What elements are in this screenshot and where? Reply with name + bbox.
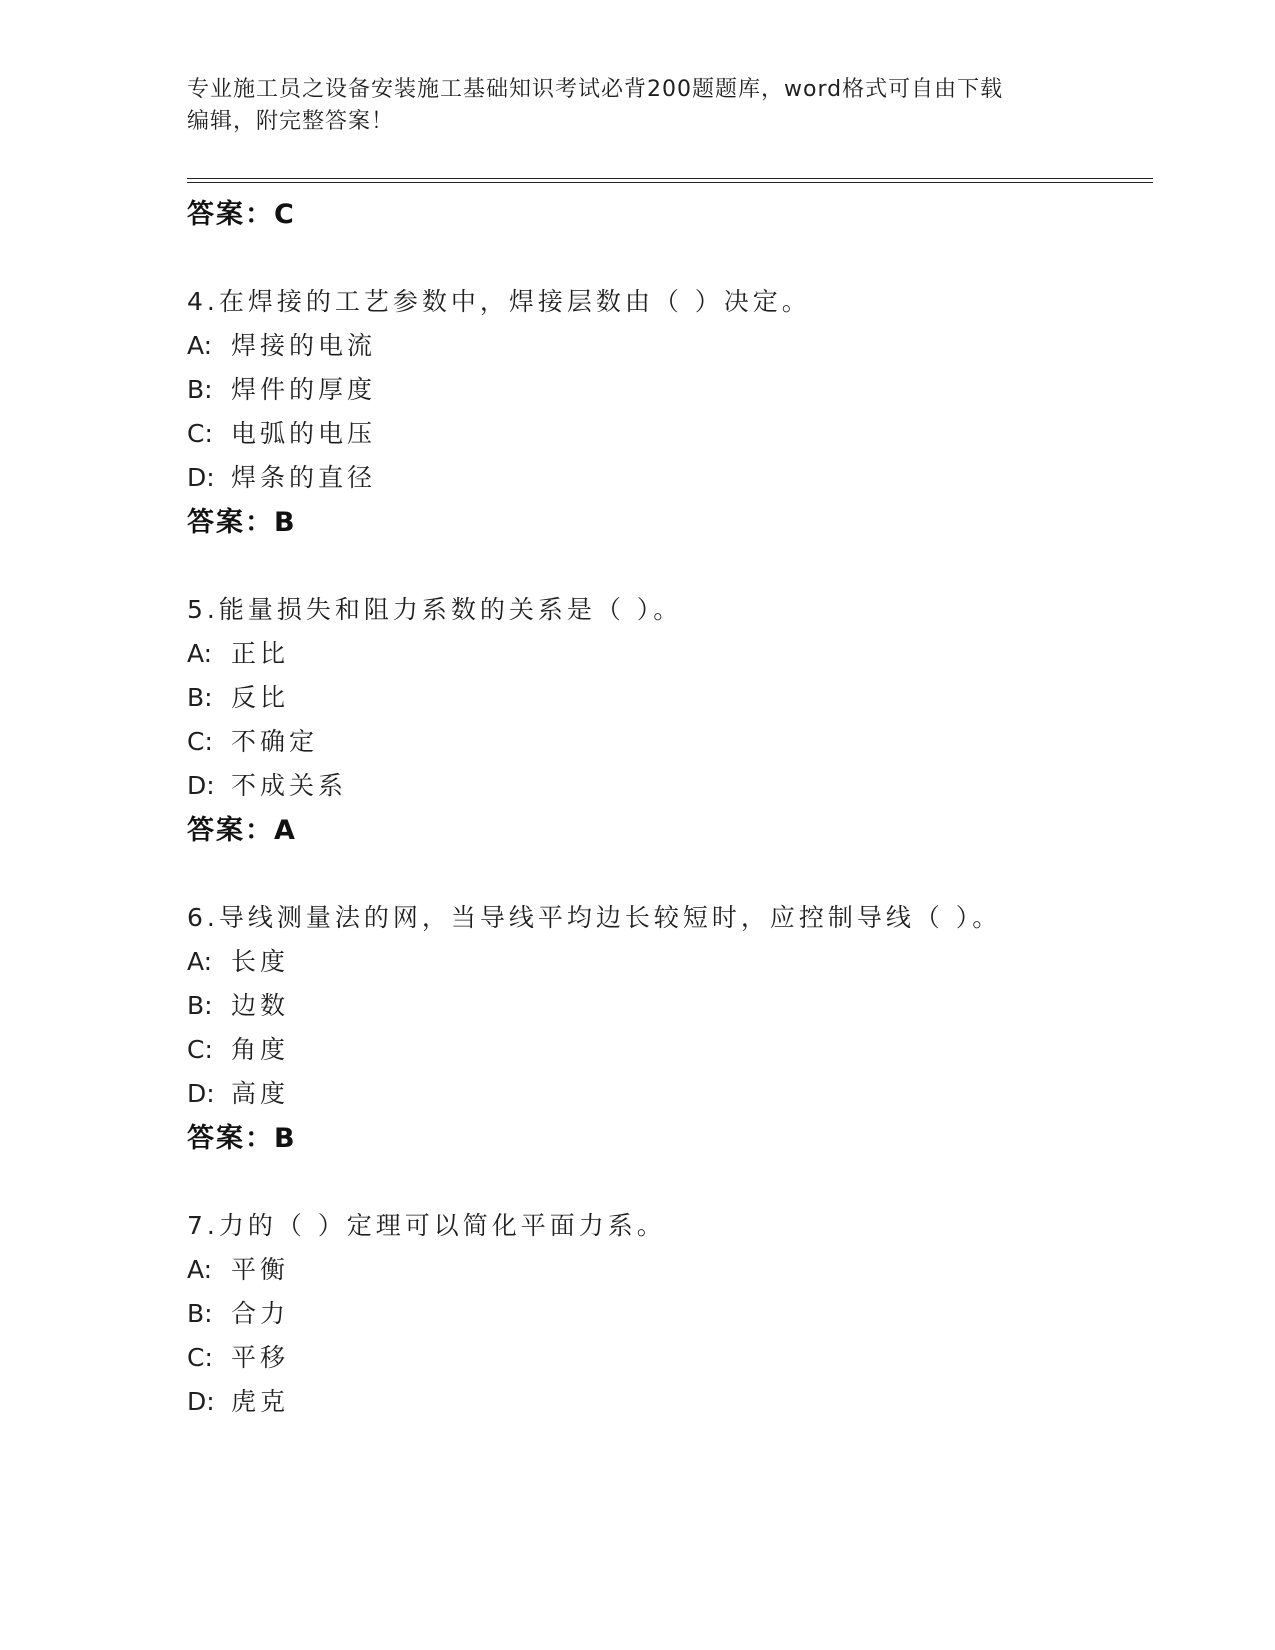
answer-label: 答案：B xyxy=(187,1123,297,1154)
option-c xyxy=(187,1338,289,1374)
option-letter: C: xyxy=(187,419,213,448)
option-letter: A: xyxy=(187,1255,213,1284)
option-d xyxy=(187,766,347,802)
option-b xyxy=(187,678,289,714)
option-d xyxy=(187,1382,289,1418)
option-letter: C: xyxy=(187,1035,213,1064)
option-b xyxy=(187,1294,289,1330)
option-letter: A: xyxy=(187,947,213,976)
option-text: 合力 xyxy=(231,1299,290,1328)
option-a xyxy=(187,634,289,670)
option-letter: B: xyxy=(187,1299,213,1328)
option-text: 平衡 xyxy=(231,1255,290,1284)
option-text: 高度 xyxy=(231,1079,290,1108)
option-text: 焊接的电流 xyxy=(231,331,377,360)
option-text: 正比 xyxy=(231,639,290,668)
option-c xyxy=(187,414,376,450)
header-line-2: 编辑，附完整答案！ xyxy=(187,109,395,134)
header-divider xyxy=(187,178,1153,183)
option-letter: B: xyxy=(187,375,213,404)
option-text: 虎克 xyxy=(231,1387,290,1416)
option-text: 平移 xyxy=(231,1343,290,1372)
question-stem: 7.力的（ ）定理可以简化平面力系。 xyxy=(187,1211,666,1240)
option-a xyxy=(187,942,289,978)
document-header xyxy=(187,74,1067,138)
option-text: 反比 xyxy=(231,683,290,712)
option-text: 长度 xyxy=(231,947,290,976)
option-c xyxy=(187,722,318,758)
option-text: 不成关系 xyxy=(231,771,348,800)
option-text: 边数 xyxy=(231,991,290,1020)
question-stem: 4.在焊接的工艺参数中，焊接层数由（ ）决定。 xyxy=(187,287,811,316)
option-b xyxy=(187,986,289,1022)
option-text: 焊件的厚度 xyxy=(231,375,377,404)
option-letter: D: xyxy=(187,463,215,492)
option-letter: B: xyxy=(187,683,213,712)
option-letter: D: xyxy=(187,771,215,800)
option-letter: C: xyxy=(187,727,213,756)
answer-label: 答案：C xyxy=(187,199,296,230)
answer-label: 答案：A xyxy=(187,815,297,846)
option-letter: C: xyxy=(187,1343,213,1372)
option-letter: D: xyxy=(187,1387,215,1416)
option-a xyxy=(187,326,376,362)
option-letter: D: xyxy=(187,1079,215,1108)
question-stem: 6.导线测量法的网，当导线平均边长较短时，应控制导线（ ）。 xyxy=(187,903,1002,932)
option-text: 焊条的直径 xyxy=(231,463,377,492)
option-d xyxy=(187,458,376,494)
option-letter: A: xyxy=(187,639,213,668)
option-b xyxy=(187,370,376,406)
question-stem: 5.能量损失和阻力系数的关系是（ ）。 xyxy=(187,595,683,624)
option-d xyxy=(187,1074,289,1110)
option-text: 不确定 xyxy=(231,727,319,756)
option-letter: B: xyxy=(187,991,213,1020)
option-c xyxy=(187,1030,289,1066)
option-text: 电弧的电压 xyxy=(231,419,377,448)
answer-label: 答案：B xyxy=(187,507,297,538)
option-a xyxy=(187,1250,289,1286)
option-text: 角度 xyxy=(231,1035,290,1064)
header-line-1: 专业施工员之设备安装施工基础知识考试必背200题题库，word格式可自由下载 xyxy=(187,77,1004,102)
option-letter: A: xyxy=(187,331,213,360)
